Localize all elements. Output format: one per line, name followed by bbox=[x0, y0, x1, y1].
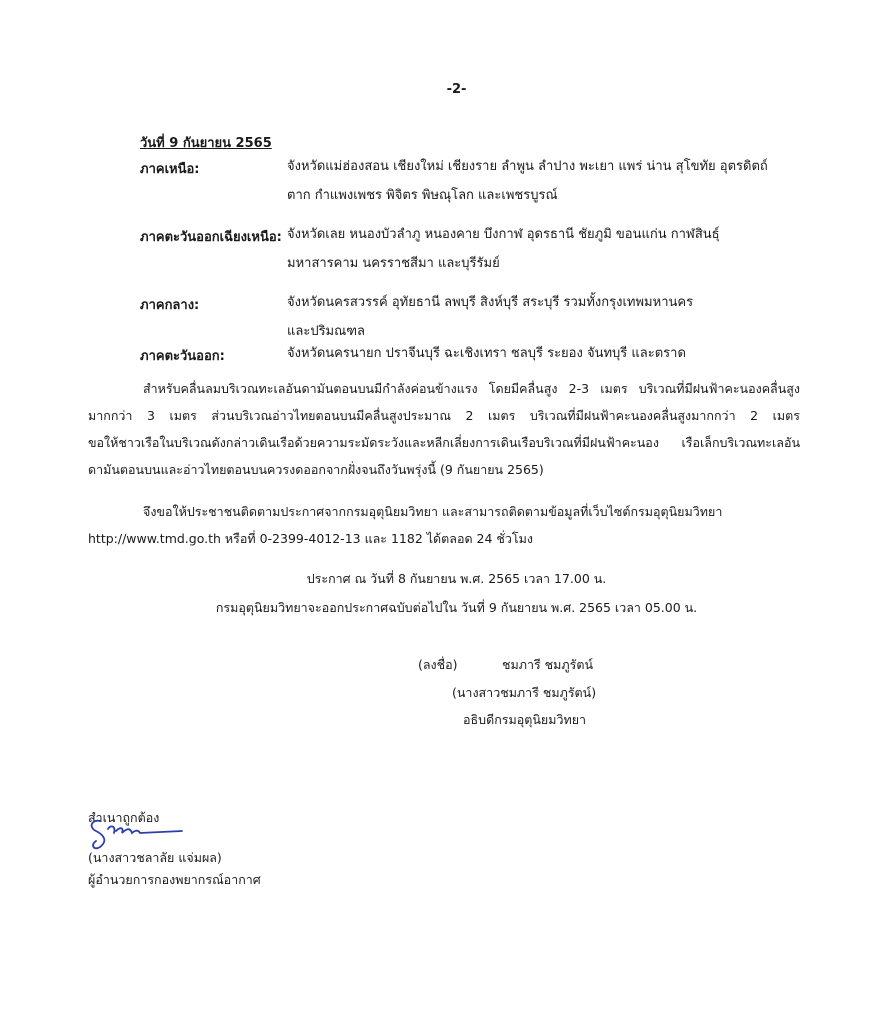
region-label: ภาคเหนือ: bbox=[140, 162, 200, 177]
date-heading: วันที่ 9 กันยายน 2565 bbox=[140, 136, 272, 151]
region-provinces-line: จังหวัดนครสวรรค์ อุทัยธานี ลพบุรี สิงห์บุรี สระบุรี รวมทั้งกรุงเทพมหานคร bbox=[287, 295, 694, 310]
region-provinces-line: และปริมณฑล bbox=[287, 324, 365, 339]
region-provinces bbox=[287, 152, 768, 210]
region-label: ภาคกลาง: bbox=[140, 298, 200, 313]
page-number: -2- bbox=[446, 82, 467, 97]
paragraph-line: สำหรับคลื่นลมบริเวณทะเลอันดามันตอนบนมีกำลังค่อนข้างแรง โดยมีคลื่นสูง 2-3 เมตร บริเวณที่มีฝนฟ้าคะนองคลื่นสูง bbox=[143, 381, 800, 396]
wave-paragraph bbox=[88, 375, 800, 483]
signatory-title: อธิบดีกรมอุตุนิยมวิทยา bbox=[463, 712, 587, 727]
signed-label: (ลงชื่อ) bbox=[418, 657, 458, 672]
paragraph-line: ดามันตอนบนและอ่าวไทยตอนบนควรงดออกจากฝั่งจนถึงวันพรุ่งนี้ (9 กันยายน 2565) bbox=[88, 462, 544, 477]
certified-copy-label: สำเนาถูกต้อง bbox=[88, 810, 160, 825]
paragraph-line: จึงขอให้ประชาชนติดตามประกาศจากกรมอุตุนิยมวิทยา และสามารถติดตามข้อมูลที่เว็บไซต์กรมอุตุนิยมวิทยา bbox=[143, 504, 723, 519]
region-label: ภาคตะวันออก: bbox=[140, 349, 225, 364]
signed-name: ชมภารี ชมภูรัตน์ bbox=[502, 657, 594, 672]
paragraph-line: มากกว่า 3 เมตร ส่วนบริเวณอ่าวไทยตอนบนมีคลื่นสูงประมาณ 2 เมตร บริเวณที่มีฝนฟ้าคะนองคลื่นสูงมากกว่า 2 เมตร bbox=[88, 408, 800, 423]
region-provinces-line: จังหวัดนครนายก ปราจีนบุรี ฉะเชิงเทรา ชลบุรี ระยอง จันทบุรี และตราด bbox=[287, 346, 686, 361]
signatory-full-name: (นางสาวชมภารี ชมภูรัตน์) bbox=[452, 685, 597, 700]
region-provinces bbox=[287, 220, 720, 278]
announcement-next: กรมอุตุนิยมวิทยาจะออกประกาศฉบับต่อไปใน วันที่ 9 กันยายน พ.ศ. 2565 เวลา 05.00 น. bbox=[215, 600, 698, 615]
region-provinces-line: จังหวัดเลย หนองบัวลำภู หนองคาย บึงกาฬ อุดรธานี ชัยภูมิ ขอนแก่น กาฬสินธุ์ bbox=[287, 227, 720, 242]
region-provinces-line: จังหวัดแม่ฮ่องสอน เชียงใหม่ เชียงราย ลำพูน ลำปาง พะเยา แพร่ น่าน สุโขทัย อุตรดิตถ์ bbox=[287, 159, 768, 174]
region-provinces-line: มหาสารคาม นครราชสีมา และบุรีรัมย์ bbox=[287, 256, 500, 271]
region-label: ภาคตะวันออกเฉียงเหนือ: bbox=[140, 230, 282, 245]
announcement-issued: ประกาศ ณ วันที่ 8 กันยายน พ.ศ. 2565 เวลา 17.00 น. bbox=[306, 571, 607, 586]
certified-copy-name: (นางสาวชลาลัย แจ่มผล) bbox=[88, 850, 222, 865]
paragraph-line-with-link[interactable]: http://www.tmd.go.th หรือที่ 0-2399-4012-13 และ 1182 ได้ตลอด 24 ชั่วโมง bbox=[88, 531, 533, 546]
contact-paragraph bbox=[88, 498, 800, 552]
region-provinces bbox=[287, 339, 686, 368]
certified-copy-title: ผู้อำนวยการกองพยากรณ์อากาศ bbox=[88, 872, 261, 887]
region-provinces-line: ตาก กำแพงเพชร พิจิตร พิษณุโลก และเพชรบูรณ์ bbox=[287, 188, 558, 203]
paragraph-line: ขอให้ชาวเรือในบริเวณดังกล่าวเดินเรือด้วยความระมัดระวังและหลีกเลี่ยงการเดินเรือบริเวณที่มีฝนฟ้าคะนอง เรือเล็กบริเวณทะเลอัน bbox=[88, 435, 800, 450]
region-provinces bbox=[287, 288, 693, 346]
